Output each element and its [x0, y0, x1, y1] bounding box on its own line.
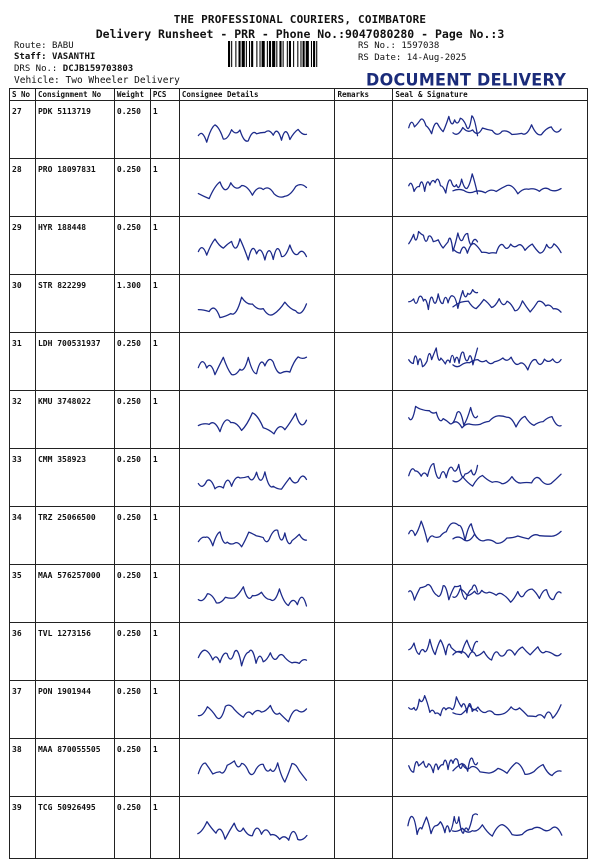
receiver-signature-handwriting [393, 797, 587, 858]
col-consignee: Consignee Details [179, 89, 335, 101]
receiver-signature-handwriting [393, 217, 587, 274]
consignment-number-cell: TCG 50926495 [35, 797, 114, 859]
col-seal: Seal & Signature [393, 89, 588, 101]
rs-no-line [358, 41, 439, 51]
weight-cell: 0.250 [114, 333, 150, 391]
table-row [10, 391, 588, 449]
barcode [228, 41, 352, 67]
consignment-number-cell: TVL 1273156 [35, 623, 114, 681]
seal-signature-cell [393, 333, 588, 391]
consignee-handwriting [180, 101, 335, 158]
consignee-handwriting [180, 623, 335, 680]
consignment-number-cell: PRO 18097831 [35, 159, 114, 217]
consignment-number-cell: PON 1901944 [35, 681, 114, 739]
pieces-cell: 1 [150, 217, 179, 275]
consignee-signature-cell [179, 623, 335, 681]
table-row [10, 623, 588, 681]
table-row [10, 101, 588, 159]
consignee-handwriting [180, 739, 335, 796]
consignee-signature-cell [179, 681, 335, 739]
pieces-cell: 1 [150, 449, 179, 507]
pieces-cell: 1 [150, 391, 179, 449]
weight-cell: 0.250 [114, 391, 150, 449]
consignee-signature-cell [179, 507, 335, 565]
consignment-number-cell: STR 822299 [35, 275, 114, 333]
pieces-cell: 1 [150, 565, 179, 623]
seal-signature-cell [393, 507, 588, 565]
serial-number-cell: 36 [10, 623, 36, 681]
serial-number-cell: 38 [10, 739, 36, 797]
consignee-handwriting [180, 217, 335, 274]
remarks-cell [335, 275, 393, 333]
consignee-handwriting [180, 507, 335, 564]
seal-signature-cell [393, 797, 588, 859]
rs-date-line [358, 53, 466, 63]
pieces-cell: 1 [150, 275, 179, 333]
pieces-cell: 1 [150, 507, 179, 565]
consignee-signature-cell [179, 275, 335, 333]
serial-number-cell: 30 [10, 275, 36, 333]
rs-date-label: RS Date: [358, 53, 402, 63]
receiver-signature-handwriting [393, 565, 587, 622]
weight-cell: 0.250 [114, 681, 150, 739]
seal-signature-cell [393, 623, 588, 681]
consignee-signature-cell [179, 101, 335, 159]
remarks-cell [335, 391, 393, 449]
remarks-cell [335, 217, 393, 275]
col-remarks: Remarks [335, 89, 393, 101]
receiver-signature-handwriting [393, 449, 587, 506]
consignee-signature-cell [179, 217, 335, 275]
serial-number-cell: 34 [10, 507, 36, 565]
staff-line [14, 52, 95, 62]
route-label: Route: [14, 41, 47, 51]
remarks-cell [335, 797, 393, 859]
consignment-number-cell: KMU 3748022 [35, 391, 114, 449]
pieces-cell: 1 [150, 623, 179, 681]
consignment-number-cell: HYR 188448 [35, 217, 114, 275]
remarks-cell [335, 333, 393, 391]
seal-signature-cell [393, 217, 588, 275]
col-sno: S No [10, 89, 36, 101]
consignee-signature-cell [179, 797, 335, 859]
weight-cell: 0.250 [114, 101, 150, 159]
consignee-handwriting [180, 333, 335, 390]
receiver-signature-handwriting [393, 623, 587, 680]
receiver-signature-handwriting [393, 275, 587, 332]
weight-cell: 0.250 [114, 565, 150, 623]
pieces-cell: 1 [150, 159, 179, 217]
consignee-handwriting [180, 797, 335, 858]
company-name: THE PROFESSIONAL COURIERS, COIMBATORE [173, 13, 427, 26]
serial-number-cell: 39 [10, 797, 36, 859]
runsheet-title: Delivery Runsheet - PRR - Phone No.:9047080280 - Page No.:3 [95, 27, 505, 41]
consignee-signature-cell [179, 565, 335, 623]
serial-number-cell: 32 [10, 391, 36, 449]
runsheet-table [9, 88, 588, 859]
receiver-signature-handwriting [393, 507, 587, 564]
serial-number-cell: 35 [10, 565, 36, 623]
seal-signature-cell [393, 275, 588, 333]
col-weight: Weight [114, 89, 150, 101]
consignee-signature-cell [179, 391, 335, 449]
serial-number-cell: 27 [10, 101, 36, 159]
pieces-cell: 1 [150, 739, 179, 797]
serial-number-cell: 29 [10, 217, 36, 275]
weight-cell: 1.300 [114, 275, 150, 333]
remarks-cell [335, 159, 393, 217]
consignee-signature-cell [179, 739, 335, 797]
consignment-number-cell: LDH 700531937 [35, 333, 114, 391]
table-row [10, 507, 588, 565]
receiver-signature-handwriting [393, 333, 587, 390]
receiver-signature-handwriting [393, 681, 587, 738]
consignee-signature-cell [179, 159, 335, 217]
staff-label: Staff: [14, 52, 47, 62]
seal-signature-cell [393, 159, 588, 217]
serial-number-cell: 28 [10, 159, 36, 217]
weight-cell: 0.250 [114, 449, 150, 507]
consignment-number-cell: CMM 358923 [35, 449, 114, 507]
route-line [14, 41, 74, 51]
seal-signature-cell [393, 449, 588, 507]
consignee-handwriting [180, 681, 335, 738]
seal-signature-cell [393, 739, 588, 797]
receiver-signature-handwriting [393, 739, 587, 796]
table-row [10, 159, 588, 217]
table-row [10, 275, 588, 333]
drs-line [14, 64, 133, 74]
table-row [10, 565, 588, 623]
pieces-cell: 1 [150, 797, 179, 859]
weight-cell: 0.250 [114, 623, 150, 681]
table-row [10, 333, 588, 391]
drs-label: DRS No.: [14, 64, 58, 74]
serial-number-cell: 31 [10, 333, 36, 391]
consignee-signature-cell [179, 449, 335, 507]
consignee-handwriting [180, 391, 335, 448]
consignment-number-cell: PDK 5113719 [35, 101, 114, 159]
serial-number-cell: 37 [10, 681, 36, 739]
remarks-cell [335, 449, 393, 507]
weight-cell: 0.250 [114, 217, 150, 275]
consignee-handwriting [180, 449, 335, 506]
rs-no-value: 1597038 [401, 41, 440, 51]
rs-no-label: RS No.: [358, 41, 396, 51]
table-row [10, 681, 588, 739]
route-value: BABU [51, 41, 74, 51]
remarks-cell [335, 565, 393, 623]
receiver-signature-handwriting [393, 101, 587, 158]
consignee-handwriting [180, 275, 335, 332]
consignee-handwriting [180, 565, 335, 622]
weight-cell: 0.250 [114, 507, 150, 565]
consignment-number-cell: MAA 870055505 [35, 739, 114, 797]
remarks-cell [335, 101, 393, 159]
weight-cell: 0.250 [114, 797, 150, 859]
table-header-row [10, 89, 588, 101]
vehicle-line [14, 75, 180, 86]
remarks-cell [335, 507, 393, 565]
remarks-cell [335, 623, 393, 681]
weight-cell: 0.250 [114, 159, 150, 217]
drs-value: DCJB159703803 [62, 64, 134, 74]
serial-number-cell: 33 [10, 449, 36, 507]
consignee-signature-cell [179, 333, 335, 391]
consignment-number-cell: TRZ 25066500 [35, 507, 114, 565]
seal-signature-cell [393, 101, 588, 159]
consignee-handwriting [180, 159, 335, 216]
table-row [10, 797, 588, 859]
table-row [10, 217, 588, 275]
table-row [10, 449, 588, 507]
consignment-number-cell: MAA 576257000 [35, 565, 114, 623]
rs-date-value: 14-Aug-2025 [406, 53, 467, 63]
weight-cell: 0.250 [114, 739, 150, 797]
receiver-signature-handwriting [393, 159, 587, 216]
col-consignment: Consignment No [35, 89, 114, 101]
col-pcs: PCS [150, 89, 179, 101]
remarks-cell [335, 681, 393, 739]
vehicle-value: Two Wheeler Delivery [65, 75, 180, 86]
receiver-signature-handwriting [393, 391, 587, 448]
vehicle-label: Vehicle: [14, 75, 60, 86]
table-row [10, 739, 588, 797]
seal-signature-cell [393, 391, 588, 449]
seal-signature-cell [393, 681, 588, 739]
pieces-cell: 1 [150, 333, 179, 391]
pieces-cell: 1 [150, 681, 179, 739]
document-delivery-stamp: DOCUMENT DELIVERY [366, 69, 567, 90]
staff-value: VASANTHI [51, 52, 96, 62]
seal-signature-cell [393, 565, 588, 623]
remarks-cell [335, 739, 393, 797]
pieces-cell: 1 [150, 101, 179, 159]
